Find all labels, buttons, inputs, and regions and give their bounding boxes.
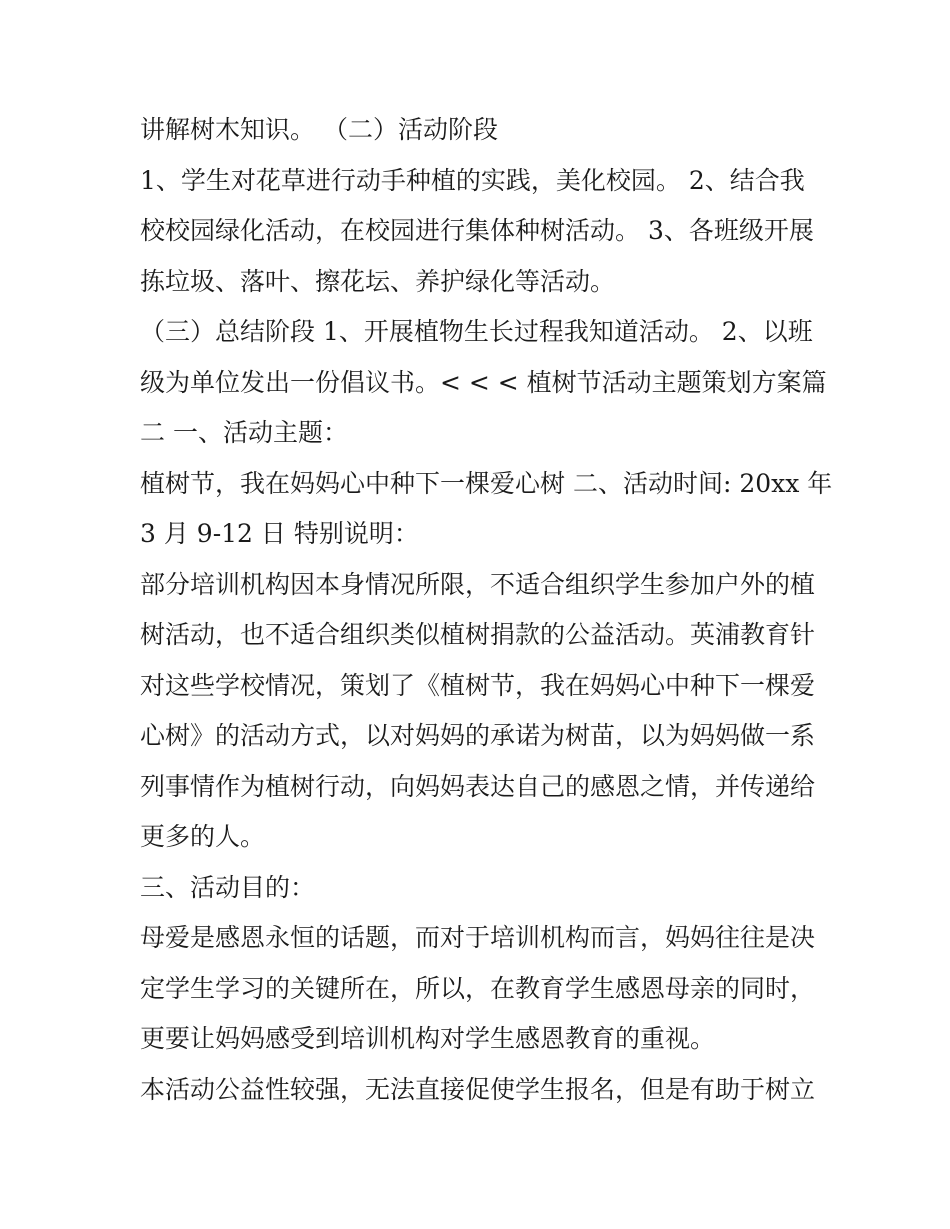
text-line: 母爱是感恩永恒的话题，而对于培训机构而言，妈妈往往是决	[140, 923, 816, 952]
text-line: 心树》的活动方式，以对妈妈的承诺为树苗，以为妈妈做一系	[140, 721, 816, 750]
text-line: 定学生学习的关键所在，所以，在教育学生感恩母亲的同时，	[140, 973, 816, 1003]
text-line: 部分培训机构因本身情况所限，不适合组织学生参加户外的植	[140, 569, 816, 599]
text-line: 更要让妈妈感受到培训机构对学生感恩教育的重视。	[140, 1024, 716, 1053]
text-line: （三）总结阶段 1、开展植物生长过程我知道活动。 2、以班	[140, 317, 813, 346]
text-line: 树活动，也不适合组织类似植树捐款的公益活动。英浦教育针	[140, 620, 816, 649]
text-line: 对这些学校情况，策划了《植树节，我在妈妈心中种下一棵爱	[140, 670, 816, 700]
text-line: 更多的人。	[140, 822, 266, 851]
text-line: 级为单位发出一份倡议书。< < < 植树节活动主题策划方案篇	[140, 367, 827, 397]
text-line: 3 月 9-12 日 特别说明：	[140, 519, 419, 548]
text-line: 本活动公益性较强，无法直接促使学生报名，但是有助于树立	[140, 1074, 816, 1104]
document-body	[140, 105, 833, 1115]
text-line: 植树节，我在妈妈心中种下一棵爱心树 二、活动时间: 20xx 年	[140, 468, 833, 498]
text-line: 拣垃圾、落叶、擦花坛、养护绿化等活动。	[140, 266, 616, 296]
text-line: 三、活动目的：	[140, 872, 316, 902]
text-line: 1、学生对花草进行动手种植的实践，美化校园。 2、结合我	[140, 165, 805, 195]
text-line: 讲解树木知识。 （二）活动阶段	[140, 115, 498, 144]
text-line: 校校园绿化活动，在校园进行集体种树活动。 3、各班级开展	[140, 216, 814, 245]
text-line: 二 一、活动主题：	[140, 418, 348, 447]
text-line: 列事情作为植树行动，向妈妈表达自己的感恩之情，并传递给	[140, 771, 816, 801]
